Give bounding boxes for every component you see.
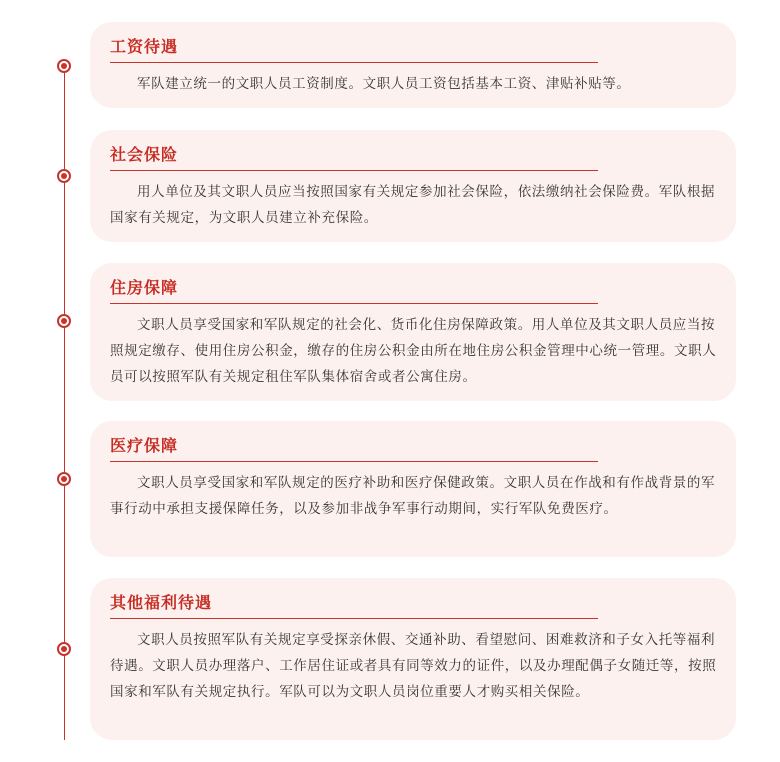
timeline-dot-icon — [57, 472, 71, 486]
section-card-housing — [90, 263, 736, 401]
section-card-other-benefits — [90, 578, 736, 740]
section-title: 住房保障 — [110, 277, 598, 304]
section-body: 文职人员按照军队有关规定享受探亲休假、交通补助、看望慰问、困难救济和子女入托等福利待遇。文职人员办理落户、工作居住证或者具有同等效力的证件，以及办理配偶子女随迁等，按照国家和军队有关规定执行。军队可以为文职人员岗位重要人才购买相关保险。 — [110, 632, 717, 700]
section-body: 文职人员享受国家和军队规定的社会化、货币化住房保障政策。用人单位及其文职人员应当按照规定缴存、使用住房公积金，缴存的住房公积金由所在地住房公积金管理中心统一管理。文职人员可以按照军队有关规定租住军队集体宿舍或者公寓住房。 — [110, 317, 717, 385]
section-body: 文职人员享受国家和军队规定的医疗补助和医疗保健政策。文职人员在作战和有作战背景的军事行动中承担支援保障任务，以及参加非战争军事行动期间，实行军队免费医疗。 — [110, 475, 716, 517]
section-body: 军队建立统一的文职人员工资制度。文职人员工资包括基本工资、津贴补贴等。 — [137, 76, 631, 92]
timeline-line — [64, 60, 65, 740]
section-title: 工资待遇 — [110, 36, 598, 63]
section-title: 医疗保障 — [110, 435, 598, 462]
section-card-social-insurance — [90, 130, 736, 242]
section-card-salary — [90, 22, 736, 108]
section-card-medical — [90, 421, 736, 557]
section-title: 社会保险 — [110, 144, 598, 171]
section-body: 用人单位及其文职人员应当按照国家有关规定参加社会保险，依法缴纳社会保险费。军队根据国家有关规定，为文职人员建立补充保险。 — [110, 184, 716, 226]
timeline-dot-icon — [57, 314, 71, 328]
timeline-dot-icon — [57, 169, 71, 183]
timeline-dot-icon — [57, 59, 71, 73]
timeline-dot-icon — [57, 642, 71, 656]
section-title: 其他福利待遇 — [110, 592, 598, 619]
